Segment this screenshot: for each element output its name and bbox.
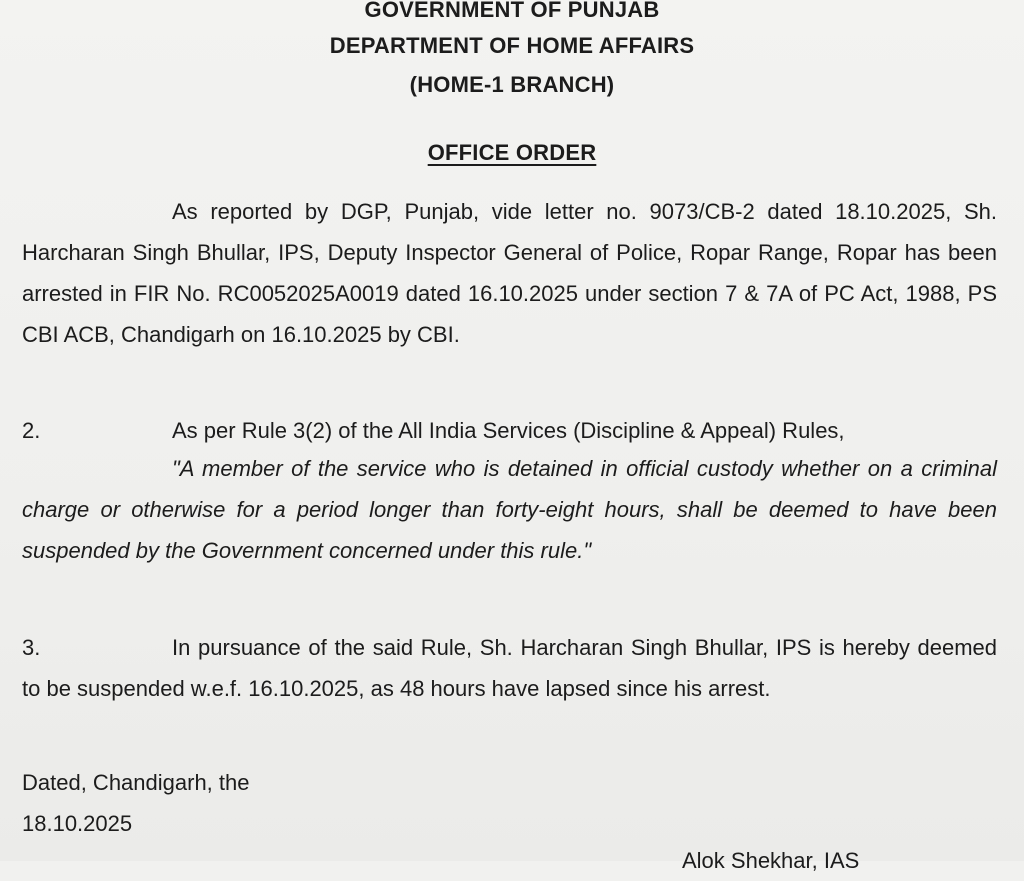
paragraph-3-number: 3. [22, 635, 41, 660]
paragraph-3-text: In pursuance of the said Rule, Sh. Harcharan Singh Bhullar, IPS is hereby deemed to be suspended w.e.f. 16.10.2025, as 48 hours have lapsed since his arrest. [22, 635, 997, 701]
signatory-name: Alok Shekhar, IAS [682, 848, 860, 873]
document-title: OFFICE ORDER [427, 140, 597, 165]
paragraph-2-number: 2. [22, 418, 41, 443]
paragraph-1-text: As reported by DGP, Punjab, vide letter no. 9073/CB-2 dated 18.10.2025, Sh. Harcharan Singh Bhullar, IPS, Deputy Inspector General of Police, Ropar Range, Ropar has been arrested in FIR No. RC0052025A0019 dated 16.10.2025 under section 7 & 7A of PC Act, 1988, PS CBI ACB, Chandigarh on 16.10.2025 by CBI. [22, 199, 997, 347]
paragraph-2-intro: As per Rule 3(2) of the All India Services (Discipline & Appeal) Rules, [172, 418, 845, 443]
dated-block [22, 762, 250, 844]
header-government: GOVERNMENT OF PUNJAB [364, 0, 660, 22]
rule-quote [22, 448, 997, 571]
header-department: DEPARTMENT OF HOME AFFAIRS [329, 33, 695, 58]
dated-date: 18.10.2025 [22, 811, 133, 836]
paragraph-1 [22, 191, 997, 355]
dated-place: Dated, Chandigarh, the [22, 770, 250, 795]
header-branch: (HOME-1 BRANCH) [409, 72, 615, 97]
rule-quote-text: "A member of the service who is detained in official custody whether on a criminal charge or otherwise for a period longer than forty-eight hours, shall be deemed to have been suspended by the Government concerned under this rule." [22, 456, 997, 563]
paragraph-3 [22, 627, 997, 709]
